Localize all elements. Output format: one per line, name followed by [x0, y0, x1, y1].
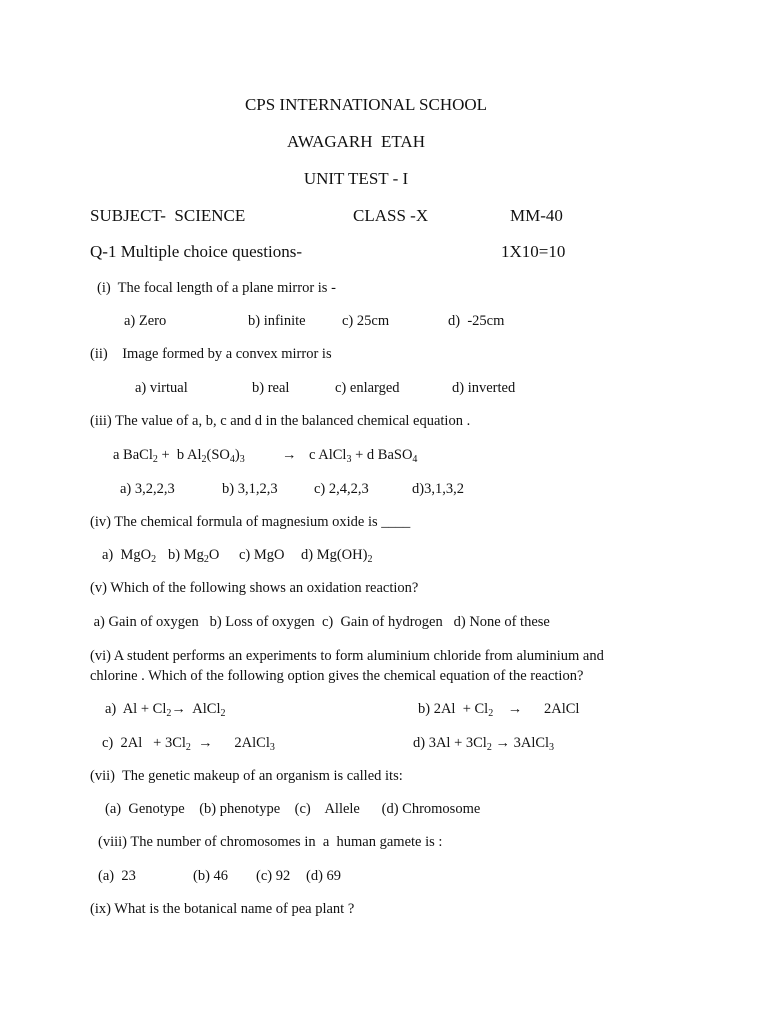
q3-equation-arrow: →	[282, 447, 297, 463]
eq-sub: 4	[229, 454, 235, 465]
q4-option-a	[102, 546, 156, 564]
test-title: UNIT TEST - I	[303, 169, 409, 188]
opt-text: c) 2Al + 3Cl	[102, 735, 186, 751]
question-2	[90, 345, 332, 363]
opt-sub: 2	[486, 742, 492, 753]
question-7	[90, 767, 403, 785]
opt-text: b) 2Al + Cl	[418, 701, 489, 717]
section-title: Q-1 Multiple choice questions-	[90, 242, 302, 261]
question-8-text: (viii) The number of chromosomes in a human gamete is :	[98, 834, 443, 850]
question-1-text: (i) The focal length of a plane mirror is -	[97, 280, 336, 296]
q7-options	[105, 800, 480, 818]
q8-option-b: (b) 46	[193, 868, 229, 884]
eq-part: c AlCl	[309, 447, 347, 463]
opt-sub: 3	[269, 742, 275, 753]
school-place	[0, 132, 722, 152]
q5-options	[90, 613, 550, 631]
eq-sub: 3	[239, 454, 245, 465]
opt-sub: 2	[151, 554, 157, 565]
eq-sub: 4	[412, 454, 418, 465]
opt-sub: 3	[549, 742, 555, 753]
q1-option-b: b) infinite	[248, 313, 306, 329]
q4-option-d	[301, 546, 372, 564]
class-label: CLASS -X	[353, 206, 429, 225]
q1-option-d	[448, 312, 504, 330]
opt-text: b) Mg	[168, 547, 204, 563]
q8-option-d: (d) 69	[306, 868, 342, 884]
opt-text: a) Al + Cl	[105, 701, 167, 717]
q7-options-text: (a) Genotype (b) phenotype (c) Allele (d) Chromosome	[105, 801, 481, 817]
opt-sub: 2	[367, 554, 373, 565]
q3-option-b: b) 3,1,2,3	[222, 481, 278, 497]
section-marks: 1X10=10	[501, 242, 566, 261]
opt-sub: 2	[185, 742, 191, 753]
question-2-text: (ii) Image formed by a convex mirror is	[90, 346, 332, 362]
q3-equation	[113, 446, 245, 464]
question-8	[98, 833, 442, 851]
q2-option-b: b) real	[252, 380, 290, 396]
eq-part: )	[234, 447, 240, 463]
question-9: (ix) What is the botanical name of pea plant ?	[90, 901, 355, 917]
opt-text: O	[208, 547, 220, 563]
opt-text: → AlCl	[171, 701, 221, 717]
q5-options-text: a) Gain of oxygen b) Loss of oxygen c) Gain of hydrogen d) None of these	[90, 614, 550, 630]
eq-part: a BaCl	[113, 447, 153, 463]
opt-sub: 2	[220, 708, 226, 719]
eq-sub: 2	[152, 454, 158, 465]
opt-text: → 2AlCl	[493, 701, 580, 717]
question-5: (v) Which of the following shows an oxidation reaction?	[90, 580, 419, 596]
eq-sub: 3	[346, 454, 352, 465]
q8-option-a-text: (a) 23	[98, 868, 136, 884]
question-1	[97, 279, 336, 297]
eq-part: + d BaSO	[351, 447, 413, 463]
question-4: (iv) The chemical formula of magnesium oxide is ____	[90, 514, 411, 530]
opt-sub: 2	[488, 708, 494, 719]
q2-option-d: d) inverted	[452, 380, 516, 396]
subject-label	[90, 206, 245, 226]
question-7-text: (vii) The genetic makeup of an organism is called its:	[90, 768, 403, 784]
q6-option-a	[105, 700, 226, 718]
q3-option-c: c) 2,4,2,3	[314, 481, 369, 497]
subject-text: SUBJECT- SCIENCE	[90, 206, 246, 225]
eq-part: + b Al	[157, 447, 202, 463]
q6-option-b	[418, 700, 579, 718]
q8-option-a	[98, 867, 136, 885]
q8-option-c: (c) 92	[256, 868, 291, 884]
q4-option-b	[168, 546, 219, 564]
opt-text: → 2AlCl	[190, 735, 270, 751]
opt-text: d) 3Al + 3Cl	[413, 735, 487, 751]
opt-sub: 2	[166, 708, 172, 719]
q3-equation-right	[309, 446, 417, 464]
max-marks: MM-40	[510, 206, 563, 225]
eq-part: (SO	[206, 447, 230, 463]
q2-option-c: c) enlarged	[335, 380, 400, 396]
q1-option-c: c) 25cm	[342, 313, 390, 329]
opt-text: a) MgO	[102, 547, 152, 563]
question-3: (iii) The value of a, b, c and d in the balanced chemical equation .	[90, 413, 471, 429]
school-name: CPS INTERNATIONAL SCHOOL	[244, 95, 488, 114]
q3-option-a: a) 3,2,2,3	[120, 481, 175, 497]
q1-option-a: a) Zero	[124, 313, 167, 329]
opt-text: d) Mg(OH)	[301, 547, 368, 563]
place-text: AWAGARH ETAH	[287, 132, 425, 151]
q1-option-d-text: d) -25cm	[448, 313, 505, 329]
eq-sub: 2	[201, 454, 207, 465]
q6-option-c	[102, 734, 275, 752]
q3-option-d: d)3,1,3,2	[412, 481, 464, 497]
question-6: (vi) A student performs an experiments to form aluminium chloride from aluminium and chlorine . Which of the following option gives the chemical equation of the reaction?	[90, 648, 604, 684]
q2-option-a: a) virtual	[135, 380, 188, 396]
q6-option-d	[413, 734, 554, 752]
opt-text: → 3AlCl	[491, 735, 550, 751]
q4-option-c: c) MgO	[239, 547, 285, 563]
opt-sub: 2	[203, 554, 209, 565]
